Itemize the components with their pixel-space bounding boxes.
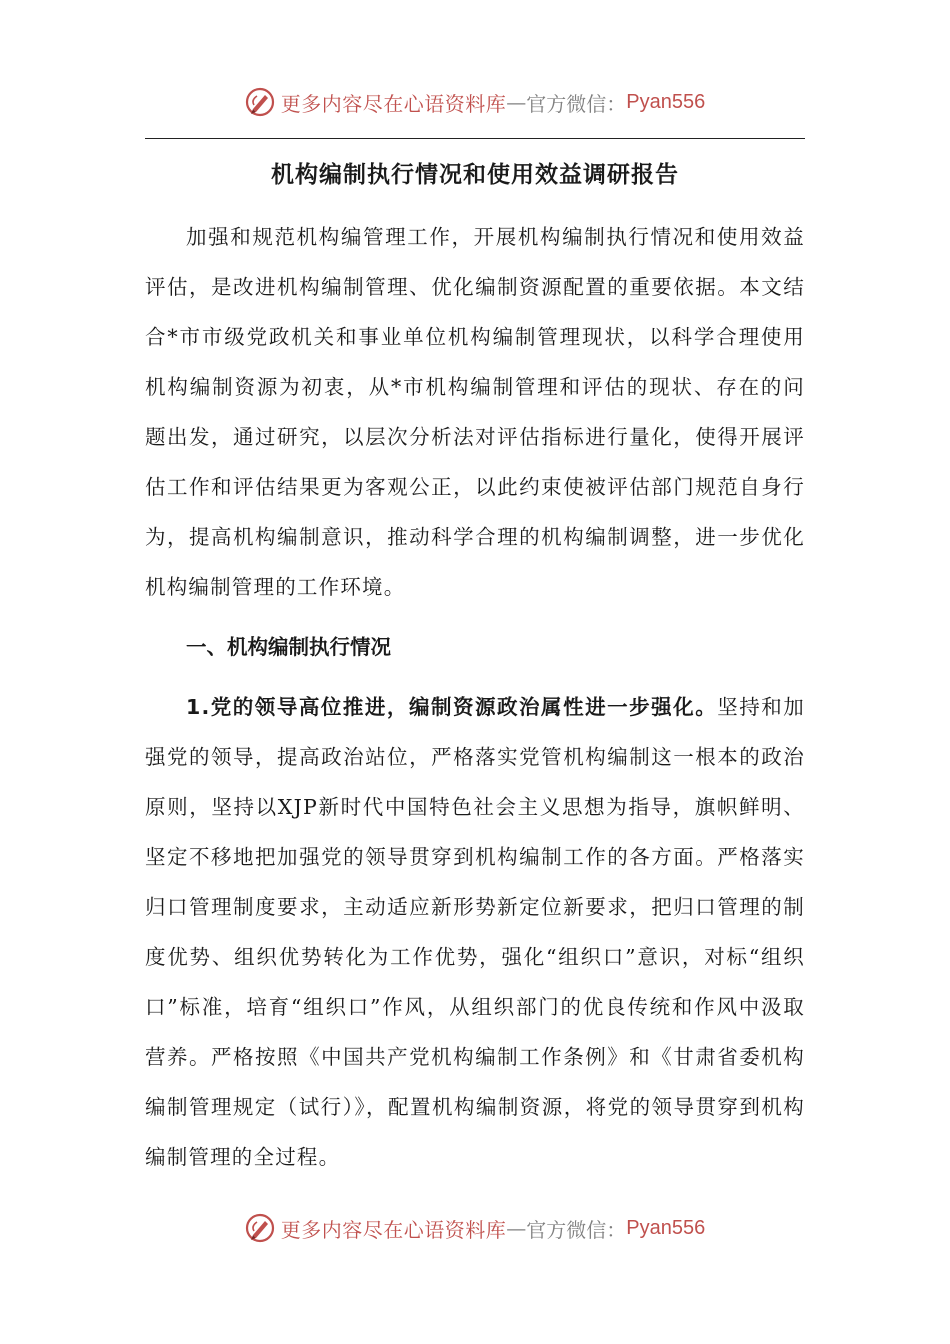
- watermark-dash: —: [506, 1216, 527, 1240]
- watermark-banner-bottom: [0, 1206, 950, 1250]
- point-body-text: 坚持和加强党的领导，提高政治站位，严格落实党管机构编制这一根本的政治原则，坚持以XJP新时代中国特色社会主义思想为指导，旗帜鲜明、坚定不移地把加强党的领导贯穿到机构编制工作的各方面。严格落实归口管理制度要求，主动适应新形势新定位新要求，把归口管理的制度优势、组织优势转化为工作优势，强化“组织口”意识，对标“组织口”标准，培育“组织口”作风，从组织部门的优良传统和作风中汲取营养。严格按照《中国共产党机构编制工作条例》和《甘肃省委机构编制管理规定（试行）》，配置机构编制资源，将党的领导贯穿到机构编制管理的全过程。: [145, 695, 805, 1169]
- header-divider: [145, 138, 805, 139]
- watermark-wechat-id: Pyan556: [626, 90, 706, 113]
- section-heading: 一、机构编制执行情况: [186, 635, 391, 659]
- watermark-banner-top: [0, 80, 950, 124]
- watermark-dash: —: [506, 90, 527, 114]
- pen-logo-icon: [245, 1213, 275, 1243]
- document-title: 机构编制执行情况和使用效益调研报告: [271, 162, 679, 188]
- pen-logo-icon: [245, 87, 275, 117]
- watermark-text: 更多内容尽在心语资料库: [280, 1217, 507, 1242]
- watermark-wechat-label: 官方微信：: [526, 91, 627, 116]
- document-body: [145, 212, 805, 1182]
- watermark-wechat-id: Pyan556: [626, 1216, 706, 1239]
- intro-paragraph: 加强和规范机构编管理工作，开展机构编制执行情况和使用效益评估，是改进机构编制管理、优化编制资源配置的重要依据。本文结合*市市级党政机关和事业单位机构编制管理现状，以科学合理使用机构编制资源为初衷，从*市机构编制管理和评估的现状、存在的问题出发，通过研究，以层次分析法对评估指标进行量化，使得开展评估工作和评估结果更为客观公正，以此约束使被评估部门规范自身行为，提高机构编制意识，推动科学合理的机构编制调整，进一步优化机构编制管理的工作环境。: [145, 225, 805, 599]
- point-paragraph: [145, 682, 805, 1182]
- point-lead-text: 1.党的领导高位推进，编制资源政治属性进一步强化。: [186, 695, 718, 719]
- watermark-text: 更多内容尽在心语资料库: [280, 91, 507, 116]
- watermark-wechat-label: 官方微信：: [526, 1217, 627, 1242]
